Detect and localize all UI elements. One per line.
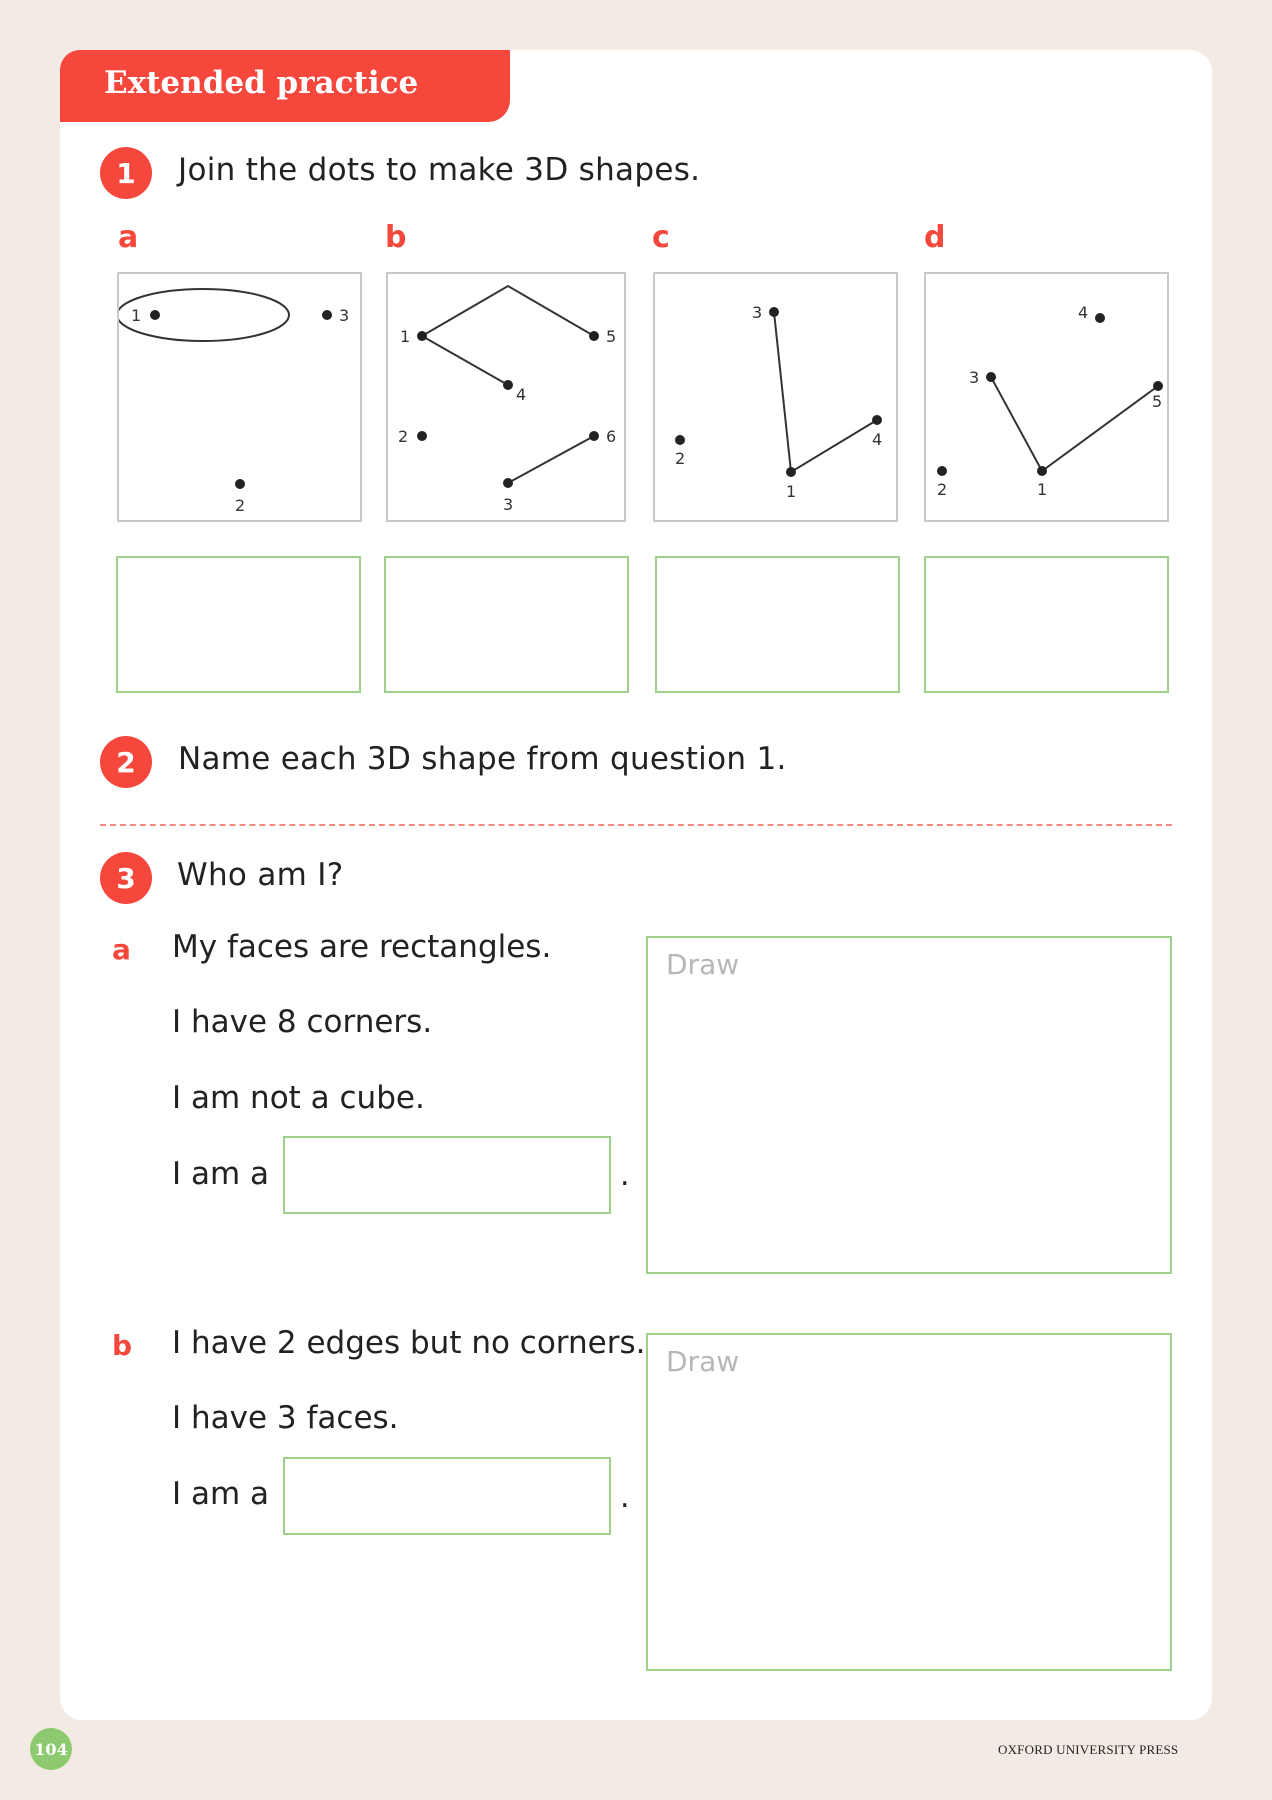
clue-3a-3: I am not a cube. xyxy=(172,1080,425,1116)
question-2-badge: 2 xyxy=(100,736,152,788)
dot-5[interactable] xyxy=(1153,381,1163,391)
period-3a: . xyxy=(620,1158,630,1193)
answer-box-d[interactable] xyxy=(924,556,1169,693)
answer-box-a[interactable] xyxy=(116,556,361,693)
question-1-badge: 1 xyxy=(100,147,152,199)
page-number-badge: 104 xyxy=(30,1728,72,1770)
answer-prefix-3a: I am a xyxy=(172,1156,270,1192)
dot-label-1: 1 xyxy=(400,327,411,346)
edge-3-6 xyxy=(508,436,594,483)
draw-box-3b[interactable] xyxy=(646,1333,1172,1671)
dot-4[interactable] xyxy=(503,380,513,390)
dot-2[interactable] xyxy=(417,431,427,441)
answer-box-c[interactable] xyxy=(655,556,900,693)
top-ellipse xyxy=(119,289,289,341)
dot-label-4: 4 xyxy=(516,385,527,404)
part-c-label: c xyxy=(652,220,670,255)
part-d-label: d xyxy=(924,220,946,255)
edges-c xyxy=(774,312,877,472)
clue-3a-1: My faces are rectangles. xyxy=(172,929,552,965)
dot-label-4: 4 xyxy=(1078,303,1089,322)
dot-3[interactable] xyxy=(322,310,332,320)
dot-label-1: 1 xyxy=(1037,480,1048,499)
clue-3a-2: I have 8 corners. xyxy=(172,1004,433,1040)
draw-label-3a: Draw xyxy=(666,948,740,981)
dot-label-2: 2 xyxy=(398,427,409,446)
dot-3[interactable] xyxy=(503,478,513,488)
dot-grid-b[interactable] xyxy=(386,272,626,522)
question-3-badge: 3 xyxy=(100,852,152,904)
part-3a-label: a xyxy=(112,933,131,966)
dot-2[interactable] xyxy=(675,435,685,445)
dot-label-5: 5 xyxy=(606,327,617,346)
dot-3[interactable] xyxy=(986,372,996,382)
dot-grid-d[interactable] xyxy=(924,272,1169,522)
answer-prefix-3b: I am a xyxy=(172,1476,270,1512)
dot-label-5: 5 xyxy=(1152,392,1163,411)
publisher-name: OXFORD UNIVERSITY PRESS xyxy=(998,1742,1179,1757)
clue-3b-1: I have 2 edges but no corners. xyxy=(172,1325,646,1361)
dot-label-4: 4 xyxy=(872,430,883,449)
dot-1[interactable] xyxy=(1037,466,1047,476)
dot-3[interactable] xyxy=(769,307,779,317)
question-1-text: Join the dots to make 3D shapes. xyxy=(178,152,701,188)
part-3b-label: b xyxy=(112,1329,133,1362)
dot-4[interactable] xyxy=(872,415,882,425)
section-title: Extended practice xyxy=(104,65,419,101)
answer-input-3b[interactable] xyxy=(283,1457,611,1535)
part-a-label: a xyxy=(118,220,139,255)
draw-box-3a[interactable] xyxy=(646,936,1172,1274)
dot-2[interactable] xyxy=(937,466,947,476)
dashed-divider xyxy=(100,824,1172,826)
question-2-text: Name each 3D shape from question 1. xyxy=(178,741,787,777)
answer-input-3a[interactable] xyxy=(283,1136,611,1214)
draw-label-3b: Draw xyxy=(666,1345,740,1378)
question-3-text: Who am I? xyxy=(177,857,344,893)
edge-1-5 xyxy=(422,286,594,336)
dot-label-3: 3 xyxy=(752,303,763,322)
dot-label-1: 1 xyxy=(786,482,797,501)
dot-1[interactable] xyxy=(150,310,160,320)
section-banner xyxy=(60,50,510,122)
dot-label-6: 6 xyxy=(606,427,617,446)
dot-label-1: 1 xyxy=(131,306,142,325)
dot-1[interactable] xyxy=(417,331,427,341)
edges-d xyxy=(991,377,1158,471)
clue-3b-2: I have 3 faces. xyxy=(172,1400,399,1436)
period-3b: . xyxy=(620,1480,630,1515)
dot-2[interactable] xyxy=(235,479,245,489)
dot-label-2: 2 xyxy=(937,480,948,499)
dot-label-2: 2 xyxy=(675,449,686,468)
dot-5[interactable] xyxy=(589,331,599,341)
dot-label-3: 3 xyxy=(339,306,350,325)
dot-label-3: 3 xyxy=(503,495,514,514)
part-b-label: b xyxy=(385,220,407,255)
dot-4[interactable] xyxy=(1095,313,1105,323)
dot-1[interactable] xyxy=(786,467,796,477)
answer-box-b[interactable] xyxy=(384,556,629,693)
dot-6[interactable] xyxy=(589,431,599,441)
dot-grid-a[interactable] xyxy=(117,272,362,522)
dot-label-3: 3 xyxy=(969,368,980,387)
edge-1-4 xyxy=(422,336,508,385)
dot-label-2: 2 xyxy=(235,496,246,515)
dot-grid-c[interactable] xyxy=(653,272,898,522)
